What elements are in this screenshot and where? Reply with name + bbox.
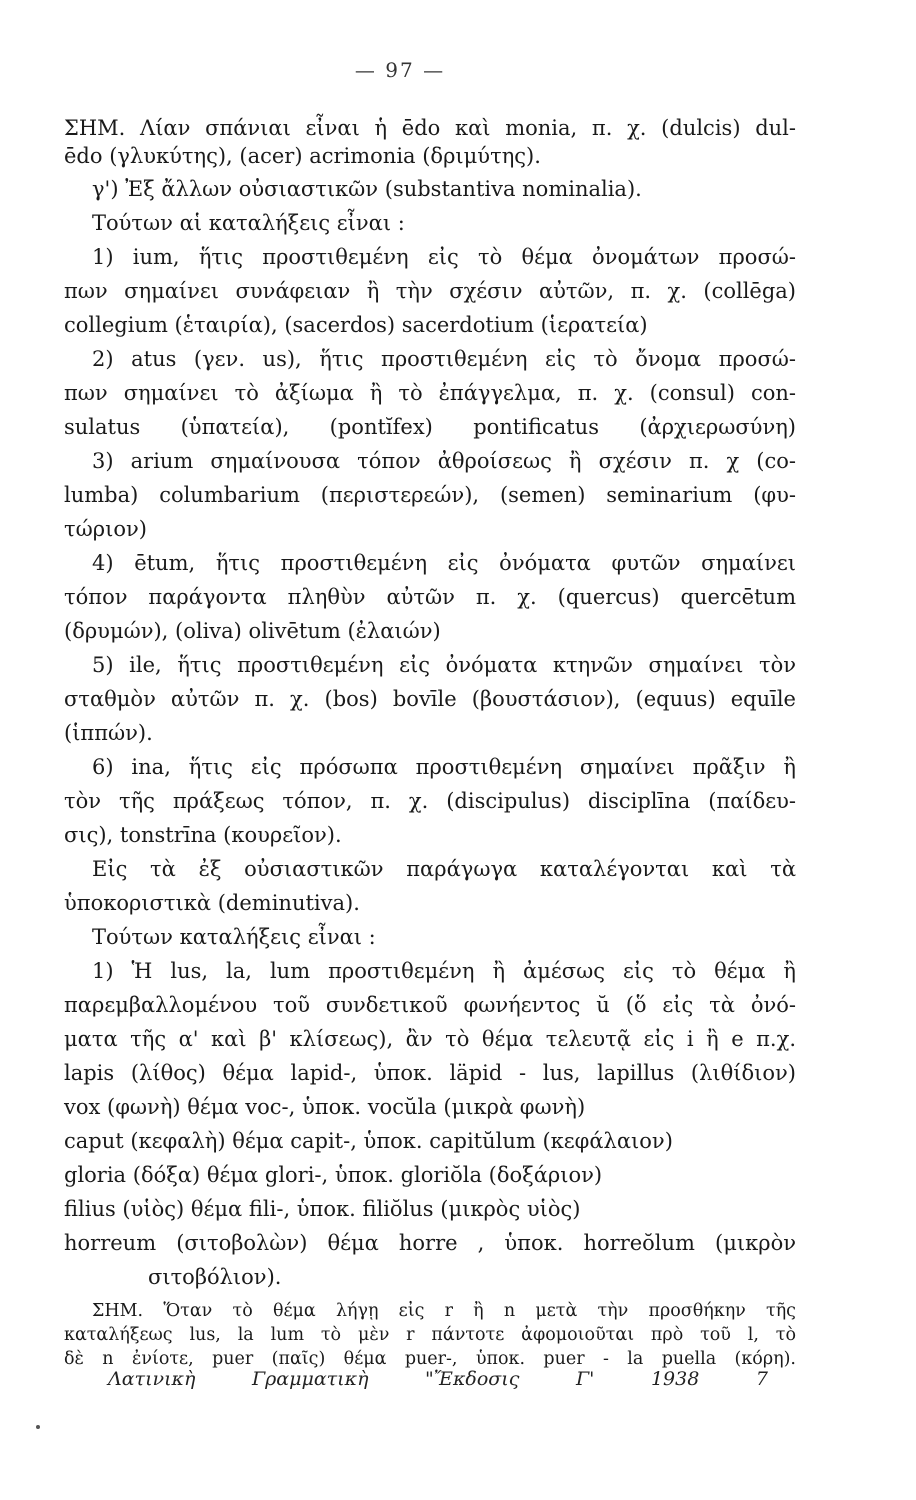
- text-line: τὸν τῆς πράξεως τόπον, π. χ. (discipulus) disciplīna (παίδευ-: [64, 789, 796, 813]
- signature-number: 7: [755, 1368, 768, 1390]
- note-line: καταλήξεως lus, la lum τὸ μὲν r πάντοτε ἀφομοιοῦται πρὸ τοῦ l, τὸ: [64, 1325, 796, 1345]
- text-line: 3) arium σημαίνουσα τόπον ἀθροίσεως ἢ σχέσιν π. χ (co-: [92, 449, 796, 473]
- text-line: 1) ium, ἥτις προστιθεμένη εἰς τὸ θέμα ὀνομάτων προσώ-: [92, 245, 796, 269]
- text-line: vox (φωνὴ) θέμα voc-, ὑποκ. vocŭla (μικρὰ φωνὴ): [64, 1095, 586, 1119]
- text-line: filius (υἱὸς) θέμα fili-, ὑποκ. filiŏlus (μικρὸς υἱὸς): [64, 1197, 581, 1221]
- note-line: δὲ n ἐνίοτε, puer (παῖς) θέμα puer-, ὑποκ. puer - la puella (κόρη).: [64, 1349, 796, 1369]
- text-line: Εἰς τὰ ἐξ οὐσιαστικῶν παράγωγα καταλέγονται καὶ τὰ: [92, 857, 796, 881]
- text-line: caput (κεφαλὴ) θέμα capit-, ὑποκ. capitŭlum (κεφάλαιον): [64, 1129, 673, 1153]
- text-line: gloria (δόξα) θέμα glori-, ὑποκ. gloriŏla (δοξάριον): [64, 1163, 603, 1187]
- text-line: πων σημαίνει συνάφειαν ἢ τὴν σχέσιν αὐτῶν, π. χ. (collēga): [64, 279, 796, 303]
- text-line: σταθμὸν αὐτῶν π. χ. (bos) bovīle (βουστάσιον), (equus) equīle: [64, 687, 796, 711]
- text-line: 1) Ἡ lus, la, lum προστιθεμένη ἢ ἀμέσως εἰς τὸ θέμα ἢ: [92, 959, 796, 983]
- footer-signature-line: [108, 1368, 768, 1390]
- note-line: ΣΗΜ. Ὅταν τὸ θέμα λήγῃ εἰς r ἢ n μετὰ τὴν προσθήκην τῆς: [92, 1301, 796, 1321]
- print-speck: [36, 1425, 40, 1429]
- text-line: σις), tonstrīna (κουρεῖον).: [64, 823, 342, 847]
- text-line: γ') Ἐξ ἄλλων οὐσιαστικῶν (substantiva nominalia).: [92, 177, 642, 201]
- text-line: horreum (σιτοβολὼν) θέμα horre , ὑποκ. horreŏlum (μικρὸν: [64, 1231, 796, 1255]
- text-line: ὑποκοριστικὰ (deminutiva).: [64, 891, 360, 915]
- text-line: ēdo (γλυκύτης), (acer) acrimonia (δριμύτης).: [64, 144, 541, 168]
- text-line: 4) ētum, ἥτις προστιθεμένη εἰς ὀνόματα φυτῶν σημαίνει: [92, 551, 796, 575]
- text-line: sulatus (ὑπατεία), (pontĭfex) pontificatus (ἀρχιερωσύνη): [64, 415, 796, 439]
- text-line: Τούτων καταλήξεις εἶναι :: [92, 925, 376, 949]
- text-line: πων σημαίνει τὸ ἀξίωμα ἢ τὸ ἐπάγγελμα, π. χ. (consul) con-: [64, 381, 796, 405]
- text-line: 5) ile, ἥτις προστιθεμένη εἰς ὀνόματα κτηνῶν σημαίνει τὸν: [92, 653, 796, 677]
- text-line: τώριον): [64, 517, 147, 541]
- footer-title: Λατινικὴ Γραμματικὴ "Ἔκδοσις Γ' 1938: [108, 1368, 700, 1390]
- text-line: lapis (λίθος) θέμα lapid-, ὑποκ. läpid - lus, lapillus (λιθίδιον): [64, 1061, 796, 1085]
- text-line: (δρυμών), (oliva) olivētum (ἐλαιών): [64, 619, 441, 643]
- text-line: ματα τῆς α' καὶ β' κλίσεως), ἂν τὸ θέμα τελευτᾷ εἰς i ἢ e π.χ.: [64, 1027, 796, 1051]
- text-line: σιτοβόλιον).: [148, 1265, 282, 1289]
- text-line: 2) atus (γεν. us), ἥτις προστιθεμένη εἰς τὸ ὄνομα προσώ-: [92, 347, 796, 371]
- text-line: Τούτων αἱ καταλήξεις εἶναι :: [92, 211, 405, 235]
- text-line: 6) ina, ἥτις εἰς πρόσωπα προστιθεμένη σημαίνει πρᾶξιν ἢ: [92, 755, 796, 779]
- text-line: (ἱππών).: [64, 721, 153, 745]
- text-line: lumba) columbarium (περιστερεών), (semen) seminarium (φυ-: [64, 483, 796, 507]
- text-line: παρεμβαλλομένου τοῦ συνδετικοῦ φωνήεντος ŭ (ὅ εἰς τὰ ὀνό-: [64, 993, 796, 1017]
- text-line: τόπον παράγοντα πληθὺν αὐτῶν π. χ. (quercus) quercētum: [64, 585, 796, 609]
- page-number: — 97 —: [354, 58, 446, 82]
- text-line: ΣΗΜ. Λίαν σπάνιαι εἶναι ἡ ēdo καὶ monia, π. χ. (dulcis) dul-: [64, 116, 796, 140]
- text-line: collegium (ἑταιρία), (sacerdos) sacerdotium (ἱερατεία): [64, 313, 648, 337]
